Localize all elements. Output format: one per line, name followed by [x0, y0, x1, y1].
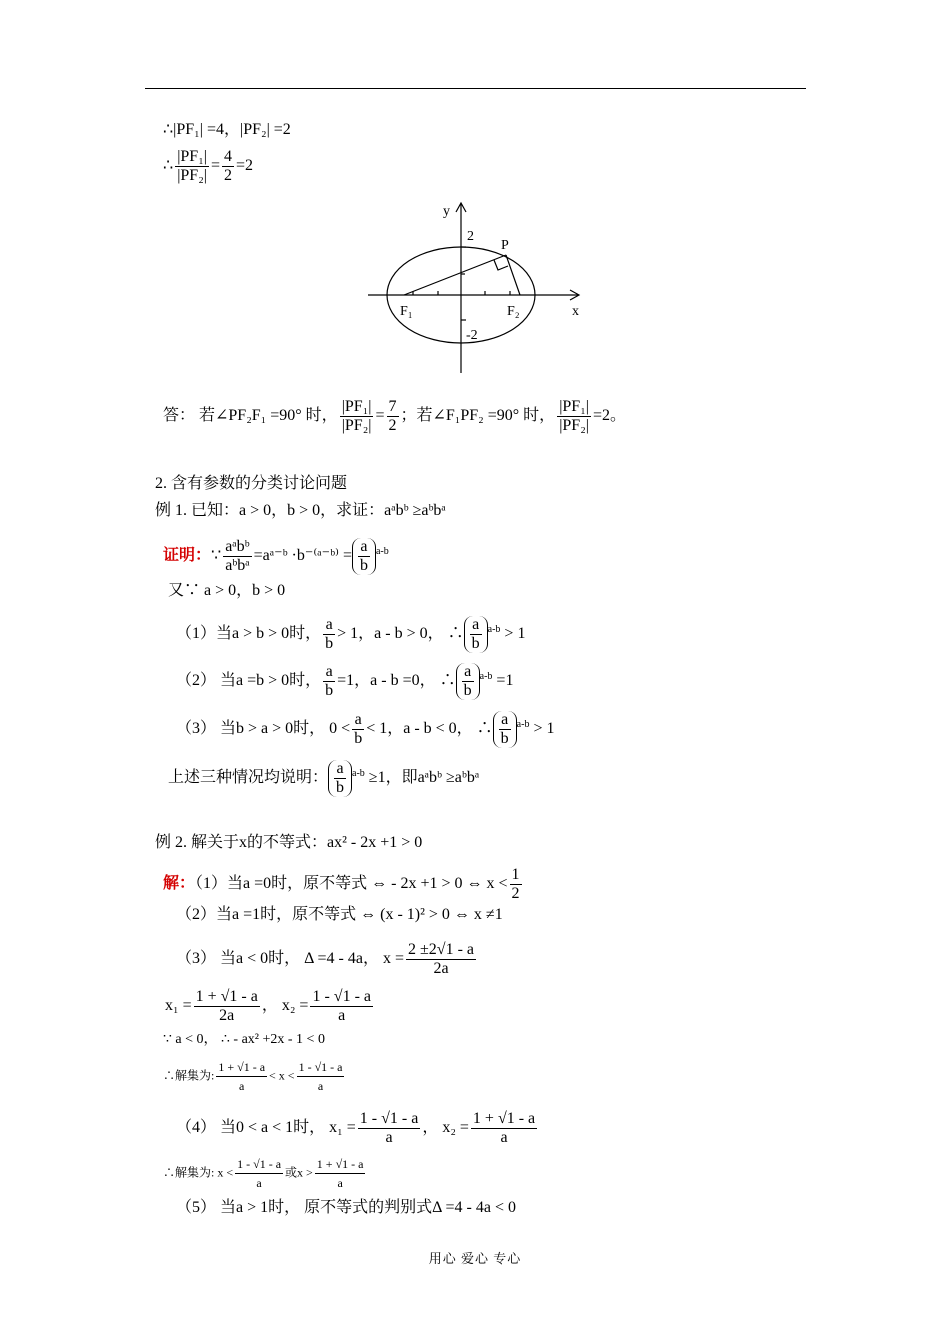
ratio-value-fraction: $\frac{4}{2}$	[224, 148, 232, 184]
example-1-title: 例 1. 已知：a > 0，b > 0，求证：aᵃbᵇ ≥aᵇbᵃ	[155, 502, 446, 519]
solution-step-2: （2）当a =1时，原不等式 ⇔ (x - 1)² > 0 ⇔ x ≠1	[176, 906, 503, 923]
solution-step-3: （3） 当a < 0时， Δ =4 - 4a， x = $\frac{2 \pm 2√1 - a}{2a}$	[176, 941, 475, 977]
segment-f1-p	[404, 255, 506, 295]
case-3-line: （3） 当b > a > 0时， 0 < $\frac{a}{b}$ < 1，a - b < 0， ∴ $\frac{a}{b}$ $^{a-b}$ > 1	[176, 711, 555, 747]
since-line: ∵ a < 0， ∴ - ax² +2x - 1 < 0	[163, 1032, 325, 1047]
y-axis-label: y	[443, 204, 450, 219]
also-line: 又∵ a > 0，b > 0	[168, 582, 286, 599]
solution-set-2: ∴解集为: x < $\frac{1 - √1 - a}{a}$ 或x > $\frac{1 + √1 - a}{a}$	[163, 1157, 364, 1190]
top-tick-label: 2	[467, 229, 474, 244]
ratio-fraction: $\frac{\text{|PF₁|}}{\text{|PF₂|}}$	[177, 148, 207, 184]
solution-step-5: （5） 当a > 1时， 原不等式的判别式Δ =4 - 4a < 0	[176, 1199, 517, 1216]
conclusion-line: 上述三种情况均说明： $\frac{a}{b}$ $^{a-b}$ ≥1，即aᵃbᵇ ≥aᵇbᵃ	[168, 760, 480, 796]
answer-value-fraction: $\frac{7}{2}$	[388, 398, 397, 434]
example-2-title: 例 2. 解关于x的不等式：ax² - 2x +1 > 0	[155, 834, 423, 851]
line-pf-values: ∴|PF₁| =4，|PF₂| =2	[163, 121, 291, 138]
header-rule	[145, 88, 806, 89]
solution-step-1: 解：（1）当a =0时，原不等式 ⇔ - 2x +1 > 0 ⇔ x < $\frac{1}{2}$	[163, 866, 520, 902]
solution-step-4: （4） 当0 < a < 1时， x₁ = $\frac{1 - √1 - a}{a}$ ， x₂ = $\frac{1 + √1 - a}{a}$	[176, 1110, 536, 1146]
page-footer: 用心 爱心 专心	[428, 1251, 522, 1266]
proof-label: 证明：	[163, 547, 212, 565]
answer-fraction-1: $\frac{\text{|PF₁|}}{\text{|PF₂|}}$	[341, 398, 372, 434]
x-axis-label: x	[572, 304, 579, 319]
roots-line: x₁ = $\frac{1 + √1 - a}{2a}$ ， x₂ = $\frac{1 - √1 - a}{a}$	[165, 988, 371, 1024]
line-pf-ratio: ∴ $\frac{\text{|PF₁|}}{\text{|PF₂|}}$ = $\frac{4}{2}$ =2	[163, 148, 254, 184]
answer-line: 答： 若∠PF₂F₁ =90° 时， $\frac{\text{|PF₁|}}{\text{|PF₂|}}$ = $\frac{7}{2}$ ；若∠F₁PF₂ =90° 时， $\frac{\text{|PF₁|}}{\text{|PF₂|}}$ =2。	[163, 398, 626, 434]
point-p-label: P	[501, 238, 509, 253]
proof-line: 证明：∵ aᵃbᵇ aᵇbᵃ =aᵃ⁻ᵇ ·b⁻⁽ᵃ⁻ᵇ⁾ = $\frac{a}{b}$ $^{a-b}$	[163, 538, 389, 574]
focus-f2-label: F₂	[507, 304, 520, 319]
proof-fraction: aᵃbᵇ aᵇbᵃ	[225, 538, 250, 574]
focus-f1-label: F₁	[400, 304, 413, 319]
right-angle-mark	[494, 260, 508, 270]
solution-set-1: ∴解集为: $\frac{1 + √1 - a}{a}$ < x < $\frac{1 - √1 - a}{a}$	[163, 1060, 343, 1093]
case-2-line: （2） 当a =b > 0时， $\frac{a}{b}$ =1，a - b =0， ∴ $\frac{a}{b}$ $^{a-b}$ =1	[176, 663, 514, 699]
case-1-line: （1）当a > b > 0时， $\frac{a}{b}$ > 1，a - b > 0， ∴ $\frac{a}{b}$ $^{a-b}$ > 1	[176, 616, 526, 652]
ellipse-figure	[360, 198, 590, 378]
bottom-tick-label: -2	[466, 328, 478, 343]
answer-fraction-2: $\frac{\text{|PF₁|}}{\text{|PF₂|}}$	[559, 398, 589, 434]
proof-paren-fraction: $\frac{a}{b}$	[352, 538, 376, 575]
solution-label: 解：	[163, 875, 196, 893]
section-title: 2. 含有参数的分类讨论问题	[155, 475, 348, 492]
